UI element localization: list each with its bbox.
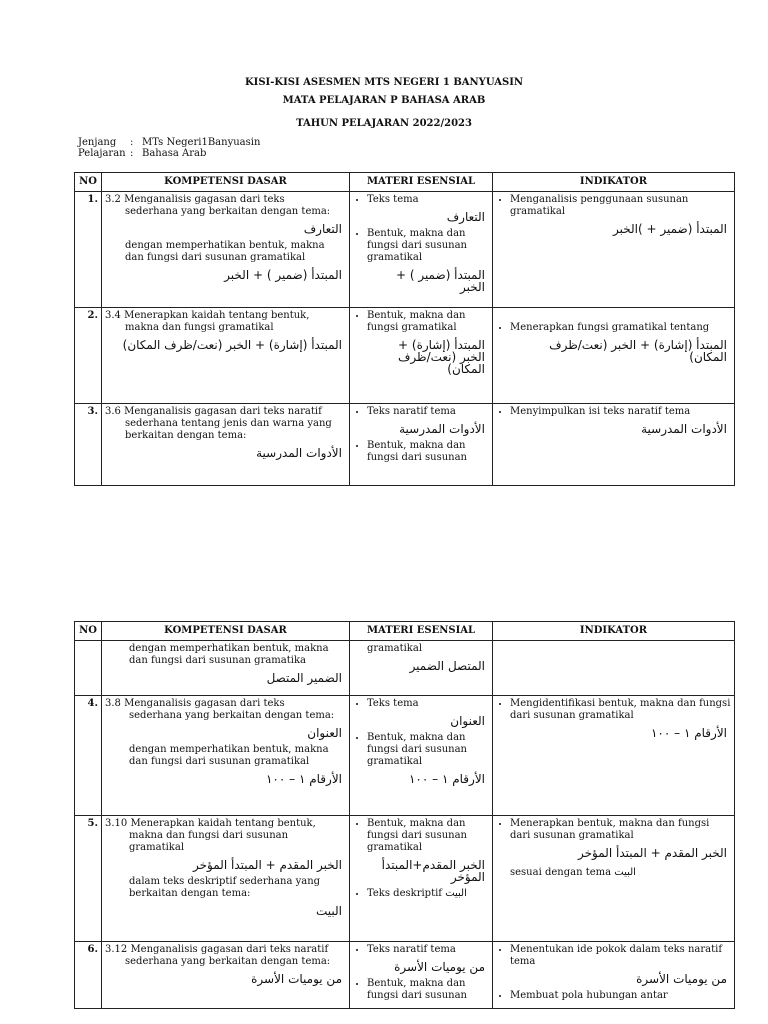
kd-continuation: makna dan fungsi gramatikal (125, 322, 274, 333)
meta-colon: : (130, 137, 134, 148)
kd-lead: 3.8 Menganalisis gagasan dari teks (105, 698, 285, 709)
header-materi: MATERI ESENSIAL (350, 622, 493, 641)
row-number: 3. (75, 404, 102, 486)
kd-cell (102, 942, 350, 1009)
list-item (367, 888, 489, 900)
meta-pelajaran-label: Pelajaran (78, 148, 126, 159)
indikator-arabic: من يوميات الأسرة (636, 972, 727, 986)
meta-colon: : (130, 148, 134, 159)
indikator-text: Menentukan ide pokok dalam teks naratif tema (510, 944, 723, 967)
list-item (510, 194, 731, 235)
table-row (75, 696, 735, 816)
materi-arabic: التعارف (446, 210, 485, 224)
header-indikator: INDIKATOR (493, 173, 735, 192)
row-number: 1. (75, 192, 102, 308)
materi-text: Teks tema (367, 194, 419, 205)
kd-text: dengan memperhatikan bentuk, makna dan fungsi dari susunan gramatikal (125, 240, 325, 263)
materi-text: Teks naratif tema (367, 406, 456, 417)
kd-arabic: الضمير المتصل (266, 671, 342, 685)
kisi-table-1 (74, 172, 735, 486)
kd-lead: 3.12 Menganalisis gagasan dari teks naratif (105, 944, 329, 955)
kd-text: dalam teks deskriptif sederhana yang berkaitan dengan tema: (129, 876, 321, 899)
materi-arabic: الأرقام ١ – ١٠٠ (408, 772, 485, 786)
row-number: 2. (75, 308, 102, 404)
materi-cell (350, 308, 493, 404)
list-item (367, 406, 489, 435)
kd-text: dengan memperhatikan bentuk, makna dan fungsi dari susunan gramatika (129, 643, 329, 666)
indikator-text: Menerapkan bentuk, makna dan fungsi dari susunan gramatikal (510, 818, 710, 841)
header-kompetensi: KOMPETENSI DASAR (102, 173, 350, 192)
materi-arabic: المتصل الضمير (409, 659, 485, 673)
kd-lead: 3.4 Menerapkan kaidah tentang bentuk, (105, 310, 310, 321)
doc-subject: MATA PELAJARAN P BAHASA ARAB (282, 95, 486, 106)
doc-title: KISI-KISI ASESMEN MTS NEGERI 1 BANYUASIN (244, 77, 524, 88)
list-item (367, 978, 489, 1002)
materi-text: gramatikal (367, 643, 423, 654)
indikator-cell (493, 192, 735, 308)
list-item (367, 310, 489, 375)
row-number: 4. (75, 696, 102, 816)
table-row (75, 942, 735, 1009)
header-materi: MATERI ESENSIAL (350, 173, 493, 192)
kd-continuation: makna dan fungsi dari susunan gramatikal (129, 830, 289, 853)
list-item (510, 322, 731, 363)
kd-arabic: المبتدأ (ضمير ) + الخبر (224, 268, 342, 282)
materi-text: Bentuk, makna dan fungsi gramatikal (367, 310, 466, 333)
indikator-text: Menyimpulkan isi teks naratif tema (510, 406, 691, 417)
kd-continuation: sederhana yang berkaitan dengan tema: (125, 206, 331, 217)
list-item (510, 698, 731, 739)
indikator-cell (493, 696, 735, 816)
indikator-cell (493, 404, 735, 486)
materi-text: Teks deskriptif (367, 888, 442, 899)
materi-arabic: من يوميات الأسرة (394, 960, 485, 974)
list-item (510, 818, 731, 859)
indikator-text: Menganalisis penggunaan susunan gramatikal (510, 194, 689, 217)
kd-cell (102, 404, 350, 486)
list-item (367, 228, 489, 293)
indikator-text (496, 867, 731, 879)
table-row (75, 308, 735, 404)
kd-arabic: البيت (315, 904, 342, 918)
header-indikator: INDIKATOR (493, 622, 735, 641)
list-item (367, 698, 489, 727)
kd-arabic: الخبر المقدم + المبتدأ المؤخر (193, 858, 342, 872)
materi-cell (350, 641, 493, 696)
header-no: NO (75, 173, 102, 192)
indikator-arabic: الأدوات المدرسية (641, 422, 727, 436)
indikator-arabic: المبتدأ (إشارة) + الخبر (نعت/ظرف المكان) (549, 338, 727, 364)
doc-year: TAHUN PELAJARAN 2022/2023 (296, 118, 472, 129)
indikator-cell (493, 308, 735, 404)
kd-cell (102, 308, 350, 404)
meta-pelajaran (78, 148, 206, 159)
list-item (510, 944, 731, 985)
materi-text: Bentuk, makna dan fungsi dari susunan gramatikal (367, 732, 467, 767)
row-number (75, 641, 102, 696)
kd-arabic: المبتدأ (إشارة) + الخبر (نعت/ظرف المكان) (122, 338, 342, 352)
kisi-table-2 (74, 621, 735, 1009)
table-row (75, 404, 735, 486)
kd-lead: 3.10 Menerapkan kaidah tentang bentuk, (105, 818, 316, 829)
indikator-arabic: الخبر المقدم + المبتدأ المؤخر (578, 846, 727, 860)
kd-arabic: التعارف (303, 222, 342, 236)
materi-text: Teks naratif tema (367, 944, 456, 955)
indikator-arabic: الأرقام ١ – ١٠٠ (650, 726, 727, 740)
materi-arabic: المبتدأ (ضمير ) + الخبر (395, 268, 485, 294)
indikator-text: Membuat pola hubungan antar (510, 990, 668, 1001)
materi-arabic: الأدوات المدرسية (399, 422, 485, 436)
kd-continuation: sederhana yang berkaitan dengan tema: (125, 956, 331, 967)
table-header-row (75, 173, 735, 192)
row-number: 5. (75, 816, 102, 942)
materi-arabic: البيت (445, 888, 467, 899)
materi-text: Bentuk, makna dan fungsi dari susunan gramatikal (367, 818, 467, 853)
kd-text: dengan memperhatikan bentuk, makna dan fungsi dari susunan gramatikal (129, 744, 329, 767)
kd-arabic: من يوميات الأسرة (251, 972, 342, 986)
indikator-text: Mengidentifikasi bentuk, makna dan fungsi dari susunan gramatikal (510, 698, 731, 721)
indikator-arabic: البيت (614, 867, 636, 878)
row-number: 6. (75, 942, 102, 1009)
materi-cell (350, 192, 493, 308)
meta-pelajaran-value: Bahasa Arab (142, 148, 207, 159)
kd-cell (102, 696, 350, 816)
kd-arabic: الأرقام ١ – ١٠٠ (265, 772, 342, 786)
list-item (367, 440, 489, 464)
kd-lead: 3.2 Menganalisis gagasan dari teks (105, 194, 285, 205)
list-item (510, 406, 731, 435)
materi-text: Bentuk, makna dan fungsi dari susunan (367, 978, 467, 1001)
materi-cell (350, 816, 493, 942)
list-item (367, 194, 489, 223)
kd-cell (102, 641, 350, 696)
list-item (510, 990, 731, 1002)
materi-arabic: المبتدأ (إشارة) + الخبر (نعت/ظرف المكان) (397, 338, 485, 376)
kd-lead: 3.6 Menganalisis gagasan dari teks naratif (105, 406, 322, 417)
indikator-cell (493, 942, 735, 1009)
indikator-arabic: المبتدأ (ضمير + )الخبر (612, 222, 727, 236)
kd-arabic: الأدوات المدرسية (256, 446, 342, 460)
list-item (367, 818, 489, 883)
table-header-row (75, 622, 735, 641)
kd-cell (102, 192, 350, 308)
materi-text: Teks tema (367, 698, 419, 709)
indikator-text: Menerapkan fungsi gramatikal tentang (510, 322, 710, 333)
header-no: NO (75, 622, 102, 641)
indikator-tema-label: sesuai dengan tema (510, 867, 612, 878)
materi-arabic: العنوان (450, 714, 485, 728)
kd-continuation: sederhana yang berkaitan dengan tema: (129, 710, 335, 721)
kd-cell (102, 816, 350, 942)
kd-arabic: العنوان (307, 726, 342, 740)
indikator-cell (493, 816, 735, 942)
materi-cell (350, 696, 493, 816)
list-item (367, 732, 489, 785)
materi-text: Bentuk, makna dan fungsi dari susunan (367, 440, 467, 463)
header-kompetensi: KOMPETENSI DASAR (102, 622, 350, 641)
materi-text: Bentuk, makna dan fungsi dari susunan gramatikal (367, 228, 467, 263)
materi-cell (350, 404, 493, 486)
table-row (75, 641, 735, 696)
list-item (367, 944, 489, 973)
table-row (75, 816, 735, 942)
indikator-cell (493, 641, 735, 696)
meta-jenjang-label: Jenjang (78, 137, 117, 148)
kd-continuation: sederhana tentang jenis dan warna yang berkaitan dengan tema: (125, 418, 332, 441)
table-row (75, 192, 735, 308)
materi-cell (350, 942, 493, 1009)
meta-jenjang (78, 137, 260, 148)
meta-jenjang-value: MTs Negeri1Banyuasin (142, 137, 261, 148)
materi-arabic: الخبر المقدم+المبتدأ المؤخر (381, 858, 485, 884)
